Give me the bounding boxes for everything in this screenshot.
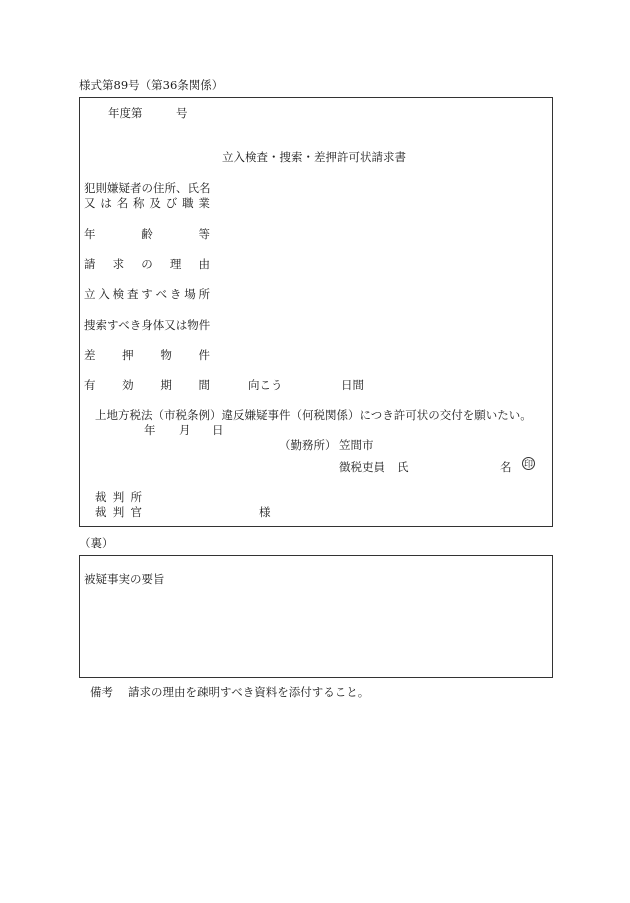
form-number: 様式第89号（第36条関係） bbox=[79, 78, 224, 92]
search-target-label: 捜索すべき身体又は物件 bbox=[84, 318, 211, 332]
reason-label: 請 求 の 理 由 bbox=[84, 257, 210, 271]
name-label-1: 氏 bbox=[397, 460, 409, 474]
validity-days-text: 日間 bbox=[341, 378, 364, 392]
suspected-facts-label: 被疑事実の要旨 bbox=[84, 572, 165, 586]
request-sentence: 上地方税法（市税条例）違反嫌疑事件（何税関係）につき許可状の交付を願いたい。 bbox=[95, 408, 532, 422]
suspect-label-line1: 犯則嫌疑者の住所、氏名 bbox=[84, 181, 211, 195]
date-day-label: 日 bbox=[212, 423, 224, 437]
number-label: 号 bbox=[176, 106, 188, 120]
seized-items-label: 差 押 物 件 bbox=[84, 348, 210, 362]
seal-mark: 印 bbox=[522, 457, 535, 470]
form-title: 立入検査・捜索・差押許可状請求書 bbox=[222, 150, 406, 164]
age-label: 年 齢 等 bbox=[84, 227, 210, 241]
fiscal-year-label: 年度第 bbox=[108, 106, 143, 120]
workplace-value: 笠間市 bbox=[339, 438, 374, 452]
reverse-side-label: （裏） bbox=[79, 536, 114, 550]
official-title-label: 徴税吏員 bbox=[339, 460, 385, 474]
remark-text: 請求の理由を疎明すべき資料を添付すること。 bbox=[128, 685, 370, 699]
validity-label: 有 効 期 間 bbox=[84, 378, 210, 392]
name-label-2: 名 bbox=[500, 460, 512, 474]
workplace-label: （勤務所） bbox=[279, 438, 337, 452]
honorific-label: 様 bbox=[259, 505, 271, 519]
validity-from-text: 向こう bbox=[248, 378, 283, 392]
date-month-label: 月 bbox=[179, 423, 191, 437]
remark-label: 備考 bbox=[90, 685, 113, 699]
date-year-label: 年 bbox=[144, 423, 156, 437]
court-label: 裁 判 所 bbox=[95, 490, 142, 504]
judge-label: 裁 判 官 bbox=[95, 505, 142, 519]
suspect-label-line2: 又 は 名 称 及 び 職 業 bbox=[84, 196, 210, 210]
inspection-place-label: 立 入 検 査 す べ き 場 所 bbox=[84, 287, 210, 301]
